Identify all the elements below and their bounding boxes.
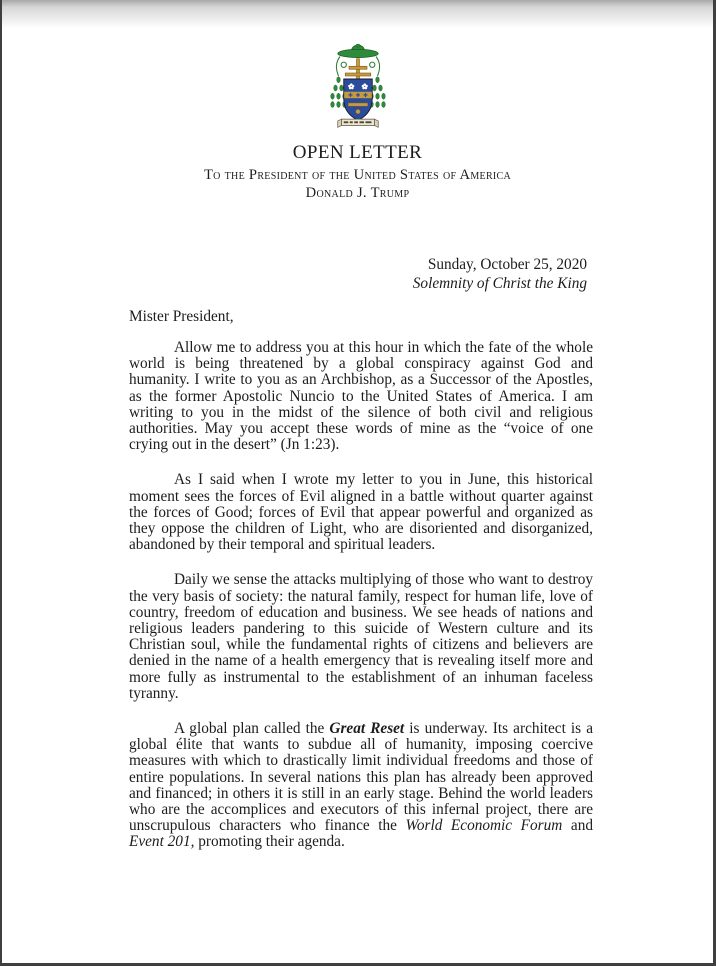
addressee-line: To the President of the United States of America	[203, 167, 512, 183]
text-run: is underway. Its architect is a global élite that wants to subdue all of humanity, imposing coercive measures with which to drastically limit individual freedoms and those of entire populations. In several nations this plan has already been approved and financed; in others it is still in an early stage. Behind the world leaders who are the accomplices and executors of this infernal project, there are unscrupulous characters who finance the	[129, 720, 593, 835]
letter-paragraph	[129, 472, 593, 553]
text-run: and	[562, 817, 593, 835]
archbishop-coat-of-arms-icon	[320, 40, 396, 130]
page-top-shadow	[0, 0, 716, 28]
addressee-name: Donald J. Trump	[305, 185, 410, 201]
dateline	[413, 256, 587, 293]
text-run: A global plan called the	[174, 720, 330, 738]
letter-paragraph	[129, 340, 593, 453]
emphasized-text: Great Reset	[329, 720, 405, 738]
salutation: Mister President,	[129, 308, 234, 325]
letter-paragraph	[129, 572, 593, 702]
feast-day: Solemnity of Christ the King	[412, 274, 587, 292]
letter-heading	[2, 142, 713, 202]
letter-title: OPEN LETTER	[292, 142, 423, 163]
letter-paragraph	[129, 721, 593, 851]
text-run: promoting their agenda.	[194, 833, 345, 851]
letter-date: Sunday, October 25, 2020	[427, 256, 587, 273]
text-run: As I said when I wrote my letter to you in June, this historical moment sees the forces of Evil aligned in a battle without quarter against the forces of Good; forces of Evil that appear powerful and organized as they oppose the children of Light, who are disoriented and disorganized, abandoned by their temporal and spiritual leaders.	[129, 471, 593, 554]
crest-graphic	[320, 40, 396, 130]
text-run: Allow me to address you at this hour in which the fate of the whole world is being threatened by a global conspiracy against God and humanity. I write to you as an Archbishop, as a Successor of the Apostles, as the former Apostolic Nuncio to the United States of America. I am writing to you in the midst of the silence of both civil and religious authorities. May you accept these words of mine as the “voice of one crying out in the desert” (Jn 1:23).	[129, 339, 593, 454]
letter-body	[129, 340, 593, 870]
emphasized-text: Event 201,	[129, 833, 195, 851]
text-run: Daily we sense the attacks multiplying of those who want to destroy the very basis of society: the natural family, respect for human life, love of country, freedom of education and business. We see heads of nations and religious leaders pandering to this suicide of Western culture and its Christian soul, while the fundamental rights of citizens and believers are denied in the name of a health emergency that is revealing itself more and more fully as instrumental to the establishment of an inhuman faceless tyranny.	[129, 571, 593, 702]
emphasized-text: World Economic Forum	[405, 817, 563, 835]
